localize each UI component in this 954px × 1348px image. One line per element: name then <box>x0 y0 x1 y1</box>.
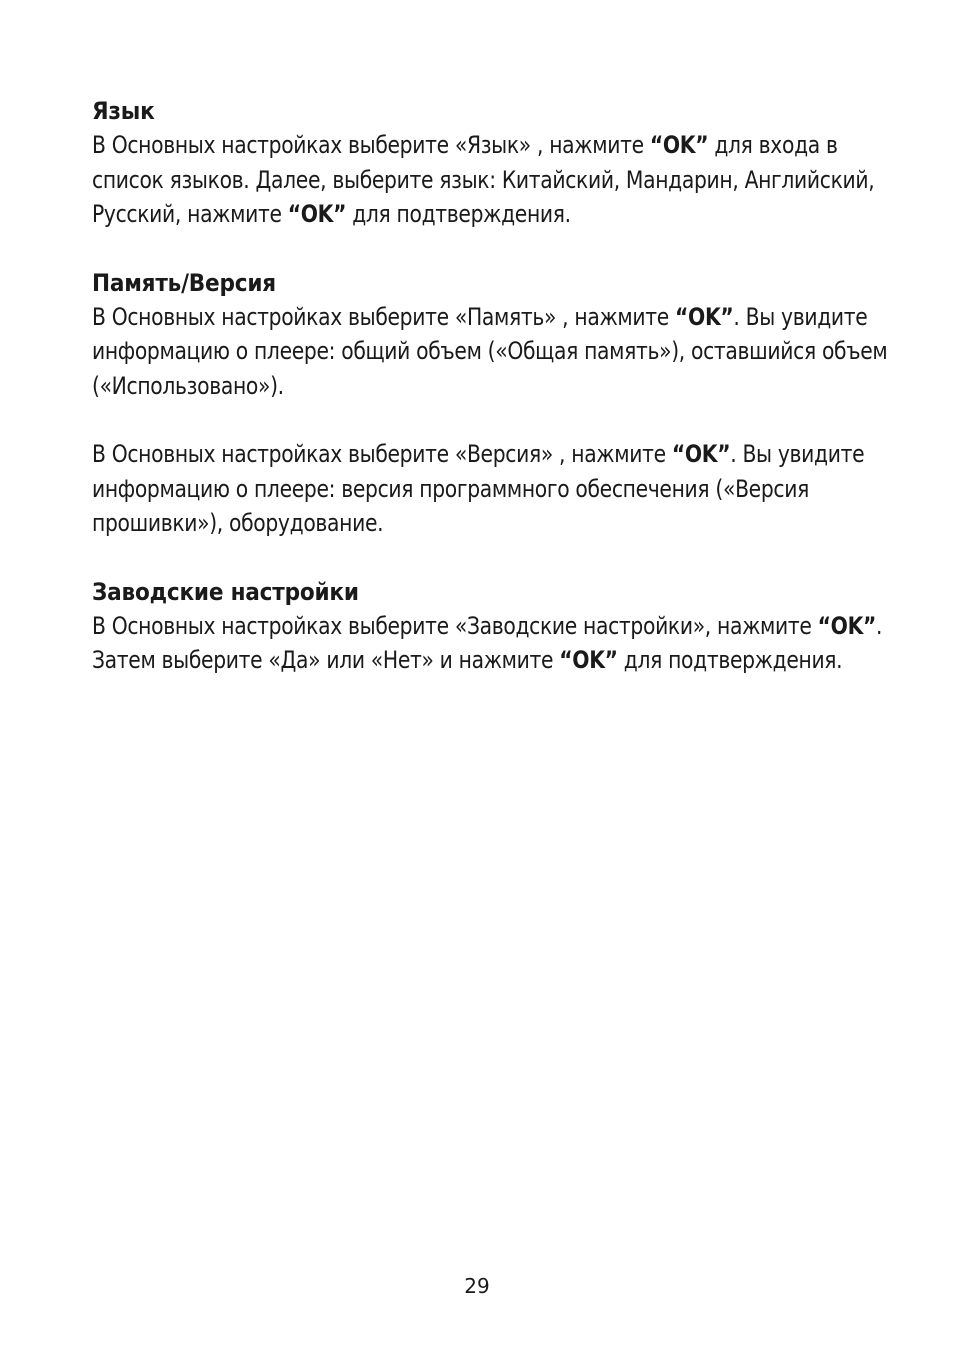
text-run: В Основных настройках выберите «Версия» , нажмите <box>92 440 672 468</box>
text-run: для подтверждения. <box>346 200 571 228</box>
text-run: В Основных настройках выберите «Язык» , нажмите <box>92 131 650 159</box>
text-run: для подтверждения. <box>617 646 843 674</box>
ok-key-label: “OK” <box>649 131 709 159</box>
ok-key-label: “OK” <box>287 200 347 228</box>
section-heading: Память/Версия <box>92 268 276 297</box>
section-heading: Язык <box>92 97 155 125</box>
text-run: . Вы увидите информацию о плеере: общий объем («Общая память»), оставшийся объем («Использовано»). <box>92 302 888 400</box>
ok-key-label: “OK” <box>675 302 734 331</box>
text-run: В Основных настройках выберите «Память» , нажмите <box>92 302 676 331</box>
section-memory-version <box>92 266 892 541</box>
paragraph <box>92 300 891 404</box>
ok-key-label: “OK” <box>817 611 877 640</box>
page-content <box>92 94 892 712</box>
paragraph <box>92 128 891 232</box>
text-run: для входа в список языков. Далее, выберите язык: Китайский, Мандарин, Английский, Русский, нажмите <box>92 131 875 228</box>
text-run: . Вы увидите информацию о плеере: версия программного обеспечения («Версия прошивки»), оборудование. <box>92 440 865 537</box>
text-run: . Затем выберите «Да» или «Нет» и нажмите <box>92 611 883 674</box>
ok-key-label: “OK” <box>559 646 618 674</box>
section-language <box>92 94 892 232</box>
section-heading: Заводские настройки <box>92 577 359 606</box>
page-number: 29 <box>464 1274 490 1298</box>
text-run: В Основных настройках выберите «Заводские настройки», нажмите <box>92 611 818 640</box>
paragraph <box>92 609 891 678</box>
ok-key-label: “OK” <box>671 440 731 468</box>
section-factory-settings <box>92 575 892 678</box>
paragraph <box>92 437 891 541</box>
